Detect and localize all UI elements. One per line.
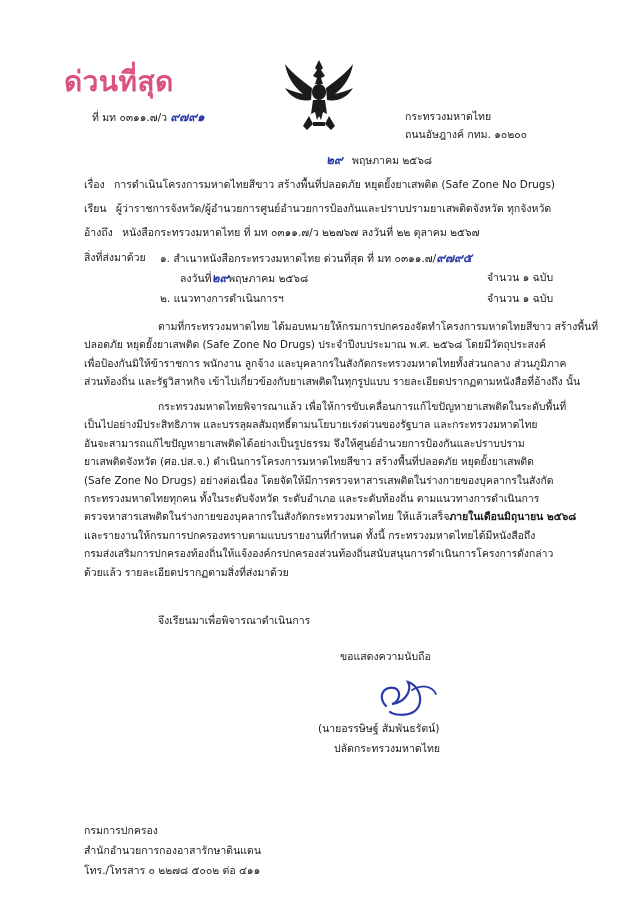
footer-office: สำนักอำนวยการกองอาสารักษาดินแดน bbox=[84, 845, 262, 857]
reference-row bbox=[84, 226, 480, 240]
closing-request: จึงเรียนมาเพื่อพิจารณาดำเนินการ bbox=[158, 615, 311, 627]
emphasis-line-text: ตรวจหาสารเสพติดในร่างกายของบุคลากรในสังกัดกระทรวงมหาดไทย ให้แล้วเสร็จ bbox=[84, 511, 450, 524]
paragraph-1-line: ส่วนท้องถิ่น และรัฐวิสาหกิจ เข้าไปเกี่ยวข้องกับยาเสพติดในทุกรูปแบบ รายละเอียดปรากฏตามหนังสือที่อ้างถึง นั้น bbox=[84, 376, 581, 389]
footer-department: กรมการปกครอง bbox=[84, 825, 158, 837]
ministry-address: ถนนอัษฎางค์ กทม. ๑๐๒๐๐ bbox=[405, 129, 528, 141]
paragraph-2-line: ยาเสพติดจังหวัด (ศอ.ปส.จ.) ดำเนินการโครงการมหาดไทยสีขาว สร้างพื้นที่ปลอดภัย หยุดยั้งยาเสพติด bbox=[84, 456, 534, 469]
ministry-name: กระทรวงมหาดไทย bbox=[405, 111, 492, 123]
enclosure-1-date-handwritten: ๒๙ bbox=[211, 271, 229, 285]
recipient-label: เรียน bbox=[84, 203, 107, 215]
paragraph-2-line: (Safe Zone No Drugs) อย่างต่อเนื่อง โดยจัดให้มีการตรวจหาสารเสพติดในร่างกายของบุคลากรในสังกัด bbox=[84, 474, 554, 487]
enclosure-1-handwritten-no: ๙๗๙๕ bbox=[436, 251, 472, 265]
signer-name: (นายอรรษิษฐ์ สัมพันธรัตน์) bbox=[318, 723, 440, 735]
paragraph-2-line: เป็นไปอย่างมีประสิทธิภาพ และบรรลุผลสัมฤทธิ์ตามนโยบายเร่งด่วนของรัฐบาล และกระทรวงมหาดไทย bbox=[84, 419, 538, 432]
paragraph-1-line: เพื่อป้องกันมิให้ข้าราชการ พนักงาน ลูกจ้าง และบุคลากรในสังกัดกระทรวงมหาดไทยทั้งส่วนกลาง ส่วนภูมิภาค bbox=[84, 357, 567, 370]
date-month-year: พฤษภาคม ๒๕๖๘ bbox=[352, 155, 432, 167]
document-number bbox=[92, 110, 205, 125]
deadline-emphasis: ภายในเดือนมิถุนายน ๒๕๖๘ bbox=[449, 511, 577, 524]
paragraph-2-emphasis-line bbox=[84, 508, 577, 526]
salutation: ขอแสดงความนับถือ bbox=[340, 651, 431, 663]
paragraph-1-line: ปลอดภัย หยุดยั้งยาเสพติด (Safe Zone No Drugs) ประจำปีงบประมาณ พ.ศ. ๒๕๖๘ โดยมีวัตถุประสงค์ bbox=[84, 339, 546, 352]
doc-no-prefix: ที่ มท ๐๓๑๑.๗/ว bbox=[92, 112, 168, 124]
subject-row bbox=[84, 178, 555, 192]
paragraph-1-line: ตามที่กระทรวงมหาดไทย ได้มอบหมายให้กรมการปกครองจัดทำโครงการมหาดไทยสีขาว สร้างพื้นที่ bbox=[158, 321, 599, 333]
enclosure-2-quantity: จำนวน ๑ ฉบับ bbox=[487, 293, 554, 305]
garuda-emblem-icon bbox=[283, 58, 355, 132]
paragraph-2-line: และรายงานให้กรมการปกครองทราบตามแบบรายงานที่กำหนด ทั้งนี้ กระทรวงมหาดไทยได้มีหนังสือถึง bbox=[84, 529, 536, 542]
recipient-row bbox=[84, 202, 551, 216]
subject-label: เรื่อง bbox=[84, 179, 105, 191]
enclosure-item-2: ๒. แนวทางการดำเนินการฯ bbox=[160, 293, 284, 305]
paragraph-2 bbox=[84, 398, 577, 582]
paragraph-2-line: กรมส่งเสริมการปกครองท้องถิ่นให้แจ้งองค์กรปกครองส่วนท้องถิ่นสนับสนุนการดำเนินการโครงการดังกล่าว bbox=[84, 548, 554, 561]
recipient-text: ผู้ว่าราชการจังหวัด/ผู้อำนวยการศูนย์อำนวยการป้องกันและปราบปรามยาเสพติดจังหวัด ทุกจังหวัด bbox=[115, 203, 552, 215]
enclosure-item-1-date bbox=[180, 271, 308, 286]
paragraph-2-line: กระทรวงมหาดไทยพิจารณาแล้ว เพื่อให้การขับเคลื่อนการแก้ไขปัญหายาเสพติดในระดับพื้นที่ bbox=[158, 401, 567, 413]
reference-label: อ้างถึง bbox=[84, 227, 113, 239]
urgency-stamp: ด่วนที่สุด bbox=[64, 65, 174, 98]
paragraph-1 bbox=[84, 318, 599, 392]
paragraph-2-line: อันจะสามารถแก้ไขปัญหายาเสพติดได้อย่างเป็นรูปธรรม จึงให้ศูนย์อำนวยการป้องกันและปราบปราม bbox=[84, 437, 525, 450]
enclosure-item-1 bbox=[160, 251, 472, 266]
signature-icon bbox=[372, 676, 442, 720]
signer-position: ปลัดกระทรวงมหาดไทย bbox=[334, 743, 441, 755]
enclosure-1-quantity: จำนวน ๑ ฉบับ bbox=[487, 272, 554, 284]
enclosure-1-date-prefix: ลงวันที่ bbox=[180, 273, 212, 285]
enclosures-label: สิ่งที่ส่งมาด้วย bbox=[84, 252, 146, 264]
footer-phone: โทร./โทรสาร ๐ ๒๒๗๘ ๕๐๐๒ ต่อ ๔๑๑ bbox=[84, 865, 261, 877]
date-handwritten: ๒๙ bbox=[326, 153, 343, 167]
paragraph-2-line: กระทรวงมหาดไทยทุกคน ทั้งในระดับจังหวัด ระดับอำเภอ และระดับท้องถิ่น ตามแนวทางการดำเนินการ bbox=[84, 493, 540, 506]
reference-text: หนังสือกระทรวงมหาดไทย ที่ มท ๐๓๑๑.๗/ว ๒๒๗๖๗ ลงวันที่ ๒๒ ตุลาคม ๒๕๖๗ bbox=[122, 227, 480, 239]
document-date bbox=[326, 153, 432, 168]
subject-text: การดำเนินโครงการมหาดไทยสีขาว สร้างพื้นที่ปลอดภัย หยุดยั้งยาเสพติด (Safe Zone No Drugs) bbox=[114, 179, 556, 191]
doc-no-handwritten: ๙๗๙๑ bbox=[170, 110, 205, 124]
paragraph-2-line: ด้วยแล้ว รายละเอียดปรากฏตามสิ่งที่ส่งมาด้วย bbox=[84, 566, 289, 579]
enclosure-1-date-rest: พฤษภาคม ๒๕๖๘ bbox=[228, 273, 309, 285]
enclosure-1-text: ๑. สำเนาหนังสือกระทรวงมหาดไทย ด่วนที่สุด ที่ มท ๐๓๑๑.๗/ bbox=[160, 253, 437, 265]
